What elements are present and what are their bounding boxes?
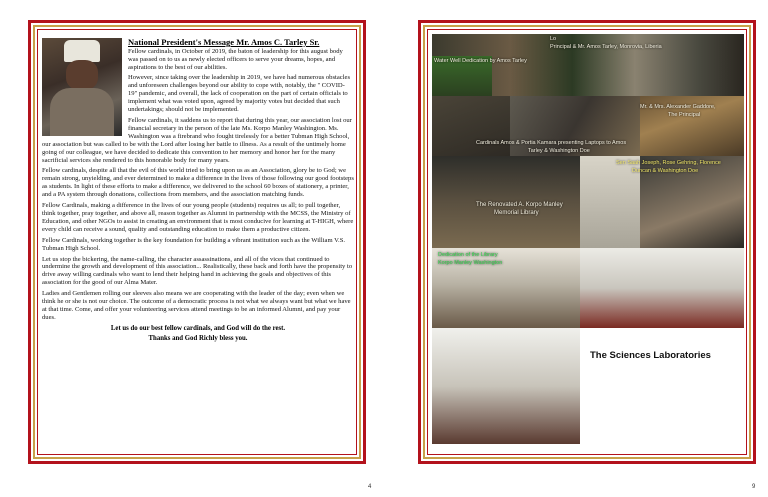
page-number-left: 4 [368, 484, 372, 490]
caption-gaddore: Mr. & Mrs. Alexander Gaddore, [640, 104, 716, 110]
message-content [42, 38, 354, 448]
caption-library-visitors-2: Duncan & Washington Doe [632, 168, 699, 174]
caption-library-title: The Renovated A. Korpo Manley [476, 202, 563, 208]
closing-blessing: Thanks and God Richly bless you. [148, 334, 248, 342]
paragraph: Fellow cardinals, in October of 2019, the baton of leadership for this august body was passed on to us as newly elected officers to serve your dreams, hopes, and aspirations to the best of our abilities. [128, 47, 343, 71]
paragraph: Fellow cardinals, it saddens us to report that during this year, our association lost our financial secretary in the person of the late Ms. Korpo Manley Washington. Ms. Washington was a firebrand who fought tirelessly for a better Tubman High School, our association but was called to be with the Lord after losing her battle to illness. As a result of the untimely home going of our colleague, we have decided to dedicate this convention to her memory and honor her for the many sacrificial services she rendered to this honorable body for many years. [42, 117, 352, 164]
caption-top-b: Principal & Mr. Amos Tarley, Monrovia, Liberia [550, 44, 662, 50]
paragraph: However, since taking over the leadership in 2019, we have had numerous obstacles and unforeseen challenges beyond our ability to cope with, notably, the " COVID-19" pandemic, and overall, the lack of cooperation on the part of certain officials to implement what was voted upon, agreed by majority votes but decided that such undertakings; should not be implemented. [128, 74, 351, 114]
photo-robe-shape [50, 88, 114, 136]
photo-classroom [580, 248, 744, 328]
paragraph: Ladies and Gentlemen rolling our sleeves also means we are cooperating with the leader of the day; even when we think he or she is not our choice. The outcome of a democratic process is not what we always want but what we have at that time. Come, and offer your volunteering services attend meetings to be an informed Alumni, and pay your dues. [42, 290, 351, 321]
caption-principal: The Principal [668, 112, 701, 118]
paragraph: Fellow cardinals, despite all that the evil of this world tried to bring upon us as an Association, glory be to God; we remain strong, unyielding, and ever determined to make a difference in the lives of those following our good footsteps as students. In light of these efforts to make a difference, we delivered to the school 60 boxes of stationery, a printer, and a PA system through donations, collections from members, and the association matching funds. [42, 167, 354, 199]
caption-laptops: Cardinals Amos & Portia Kamara presenting Laptops to Amos [476, 140, 627, 146]
right-page [418, 20, 756, 464]
caption-laptops-2: Tarley & Washington Doe [528, 148, 590, 154]
caption-top-a: Lo [550, 36, 557, 42]
photo-science-lab [432, 328, 580, 444]
left-page [28, 20, 366, 464]
photo-people-left [432, 96, 510, 156]
paragraph: Fellow Cardinals, making a difference in the lives of our young people (students) requires us all; to pull together, think together, pray together, and above all, reason together as Alumni in partnership with the MCSS, the Ministry of Education, and other NGOs to assist in creating an environment that is most conducive for learning at T-HIGH, where every child can receive a sound, quality and outstanding education to make them a productive citizen. [42, 202, 354, 233]
photo-collage [432, 34, 744, 450]
caption-dedication-2: Korpo Manley Washington [438, 260, 503, 266]
photo-cap-shape [64, 40, 100, 62]
photo-library-interior [580, 156, 640, 248]
paragraph: Fellow Cardinals, working together is the key foundation for building a vibrant institution such as the William V.S. Tubman High School. [42, 236, 346, 252]
caption-library-visitors: Sen Saah Joseph, Rose Gehring, Florence [616, 160, 721, 166]
page-number-right: 9 [752, 484, 756, 490]
photo-laptop-presentation [510, 96, 640, 156]
caption-library-title-2: Memorial Library [494, 210, 539, 216]
section-label: The Sciences Laboratories [590, 350, 711, 361]
message-title: National President's Message Mr. Amos C. Tarley Sr. [128, 38, 320, 47]
caption-dedication: Dedication of the Library [438, 252, 498, 258]
caption-water-well: Water Well Dedication by Amos Tarley [434, 58, 527, 64]
paragraph: Let us stop the bickering, the name-calling, the character assassinations, and all of the vices that continued to undermine the growth and development of this association... Realistically, these back and forth have the propensity to drive away willing cardinals who want to lend their helping hand in achieving the goals and objectives of this association for the good of our Alma Mater. [42, 255, 353, 287]
photo-face-shape [66, 60, 98, 90]
closing-line: Let us do our best fellow cardinals, and God will do the rest. [110, 324, 286, 332]
president-photo [42, 38, 122, 136]
